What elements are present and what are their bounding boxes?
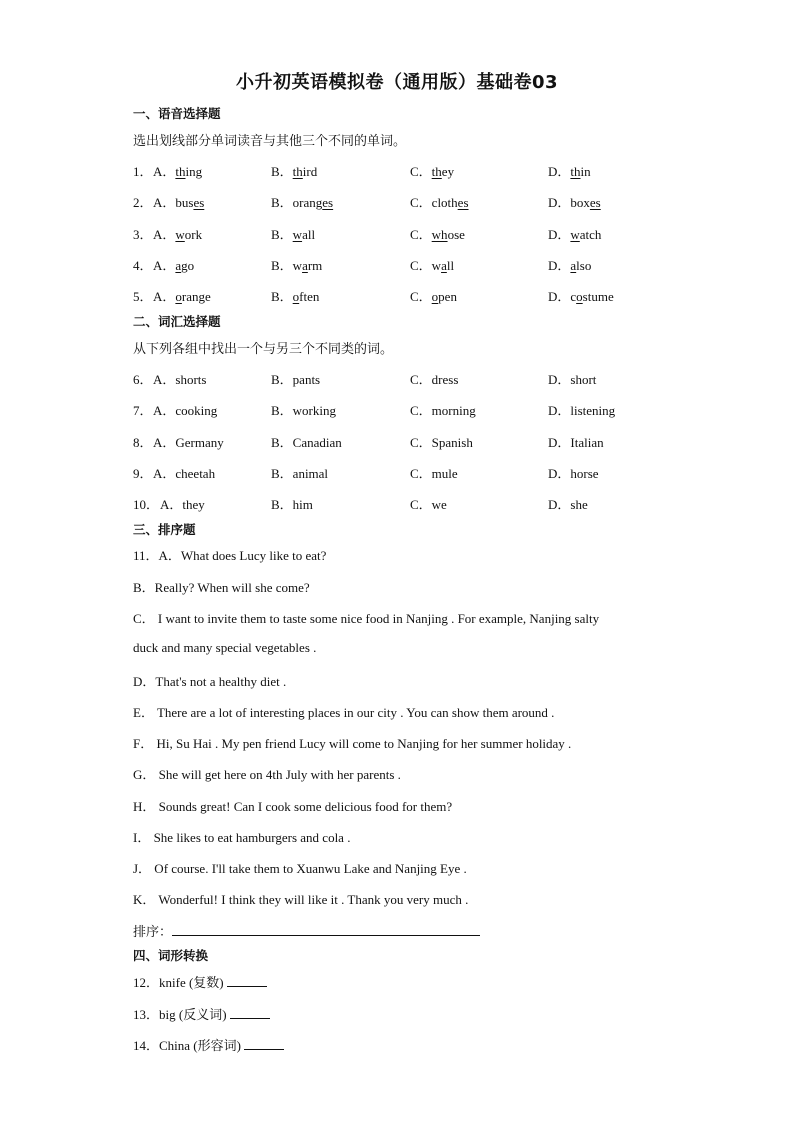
answer-option[interactable] [153, 161, 202, 180]
section-2-instruction: 从下列各组中找出一个与另三个不同类的词。 [133, 342, 394, 357]
answer-option[interactable]: A．shorts [153, 372, 207, 387]
word-form-prompt: 12．knife (复数) [133, 975, 227, 990]
option-word-part: ften [299, 289, 320, 304]
answer-option[interactable] [548, 255, 591, 274]
option-letter: B． [271, 258, 293, 273]
answer-option[interactable] [153, 192, 204, 211]
sentence-line: F． Hi, Su Hai . My pen friend Lucy will come to Nanjing for her summer holiday . [133, 736, 572, 751]
ordering-answer-label: 排序： [133, 924, 173, 939]
word-form-item [133, 1004, 270, 1023]
underlined-letters: es [589, 195, 601, 210]
underlined-letters: th [431, 164, 442, 179]
question-number: 2． [133, 195, 153, 210]
underlined-letters: wh [431, 227, 448, 242]
option-word-part: cloth [431, 195, 458, 210]
word-form-prompt: 13．big (反义词) [133, 1007, 230, 1022]
option-word-part: ing [185, 164, 203, 179]
question-number: 6． [133, 372, 153, 387]
sentence-line: C． I want to invite them to taste some nice food in Nanjing . For example, Nanjing salty [133, 611, 600, 626]
sentence-line: B．Really? When will she come? [133, 580, 310, 595]
underlined-letters: th [175, 164, 186, 179]
answer-option[interactable]: B．working [271, 403, 337, 418]
answer-option[interactable]: C．morning [410, 403, 476, 418]
option-word-part: lso [576, 258, 592, 273]
section-3-heading: 三、排序题 [133, 522, 196, 537]
underlined-letters: es [457, 195, 469, 210]
sentence-line: G． She will get here on 4th July with her parents . [133, 767, 401, 782]
answer-option[interactable]: C．we [410, 497, 447, 512]
word-form-item [133, 972, 267, 991]
underlined-letters: th [570, 164, 581, 179]
answer-option[interactable] [271, 255, 322, 274]
underlined-letters: w [175, 227, 185, 242]
question-row [133, 369, 773, 389]
option-word-part: orang [292, 195, 323, 210]
answer-option[interactable]: D．short [548, 372, 597, 387]
option-letter: A． [153, 258, 176, 273]
underlined-letters: es [322, 195, 334, 210]
question-number: 3． [133, 227, 153, 242]
sentence-line: J． Of course. I'll take them to Xuanwu Lake and Nanjing Eye . [133, 861, 467, 876]
question-row [133, 161, 773, 181]
question-row [133, 192, 773, 212]
section-2-heading: 二、词汇选择题 [133, 314, 221, 329]
option-word-part: ork [184, 227, 203, 242]
answer-option[interactable]: D．horse [548, 466, 599, 481]
option-word-part: ey [441, 164, 455, 179]
section-1-heading: 一、语音选择题 [133, 106, 221, 121]
option-word-part: rm [307, 258, 323, 273]
option-word-part: w [431, 258, 442, 273]
underlined-letters: a [175, 258, 182, 273]
option-letter: A． [153, 289, 176, 304]
answer-blank[interactable] [244, 1037, 284, 1050]
option-letter: D． [548, 227, 571, 242]
answer-option[interactable] [548, 286, 614, 305]
underlined-letters: a [302, 258, 308, 273]
sentence-line: D．That's not a healthy diet . [133, 674, 287, 689]
answer-option[interactable]: D．Italian [548, 435, 604, 450]
option-letter: A． [153, 227, 176, 242]
answer-option[interactable] [410, 161, 454, 180]
option-word-part: atch [579, 227, 602, 242]
question-row [133, 224, 773, 244]
answer-option[interactable] [153, 255, 194, 274]
answer-option[interactable]: A．cooking [153, 403, 218, 418]
sentence-line: I． She likes to eat hamburgers and cola . [133, 830, 351, 845]
question-row [133, 463, 773, 483]
answer-option[interactable]: B．animal [271, 466, 329, 481]
question-row [133, 432, 773, 452]
answer-option[interactable] [153, 286, 211, 305]
question-row [133, 255, 773, 275]
answer-option[interactable]: C．Spanish [410, 435, 473, 450]
answer-option[interactable] [271, 224, 315, 243]
question-row [133, 286, 773, 306]
option-word-part: pen [438, 289, 457, 304]
ordering-answer [133, 921, 480, 940]
sentence-line: E． There are a lot of interesting places in our city . You can show them around . [133, 705, 555, 720]
answer-option[interactable]: A．Germany [153, 435, 224, 450]
answer-option[interactable] [153, 224, 202, 243]
option-word-part: box [570, 195, 590, 210]
answer-option[interactable] [271, 286, 319, 305]
answer-option[interactable]: B．pants [271, 372, 321, 387]
option-letter: B． [271, 227, 293, 242]
answer-blank[interactable] [227, 974, 267, 987]
word-form-prompt: 14．China (形容词) [133, 1038, 245, 1053]
underlined-letters: es [193, 195, 205, 210]
underlined-letters: w [292, 227, 303, 242]
option-letter: B． [271, 289, 293, 304]
answer-option[interactable]: C．mule [410, 466, 458, 481]
question-number: 8． [133, 435, 153, 450]
sentence-line: K． Wonderful! I think they will like it . Thank you very much . [133, 892, 469, 907]
option-word-part: w [292, 258, 303, 273]
question-number: 10． [133, 497, 160, 512]
answer-option[interactable] [271, 161, 317, 180]
underlined-letters: w [570, 227, 580, 242]
sentence-line: 11．A．What does Lucy like to eat? [133, 548, 327, 563]
question-number: 5． [133, 289, 153, 304]
option-letter: D． [548, 258, 571, 273]
option-letter: D． [548, 195, 571, 210]
section-1-instruction: 选出划线部分单词读音与其他三个不同的单词。 [133, 134, 407, 149]
ordering-answer-blank[interactable] [172, 923, 480, 936]
word-form-item [133, 1035, 284, 1054]
option-letter: C． [410, 195, 432, 210]
section-4-heading: 四、词形转换 [133, 948, 209, 963]
option-word-part: c [570, 289, 577, 304]
underlined-letters: o [576, 289, 583, 304]
option-word-part: in [580, 164, 591, 179]
underlined-letters: o [292, 289, 300, 304]
answer-option[interactable] [410, 286, 457, 305]
question-number: 4． [133, 258, 153, 273]
answer-option[interactable] [410, 255, 454, 274]
answer-option[interactable]: D．she [548, 497, 588, 512]
question-number: 7． [133, 403, 153, 418]
answer-option[interactable] [548, 224, 601, 243]
option-word-part: range [181, 289, 211, 304]
underlined-letters: th [292, 164, 303, 179]
option-letter: C． [410, 227, 432, 242]
answer-option[interactable]: C．dress [410, 372, 459, 387]
option-word-part: go [181, 258, 195, 273]
option-letter: D． [548, 289, 571, 304]
option-word-part: all [302, 227, 316, 242]
answer-blank[interactable] [230, 1006, 270, 1019]
question-row [133, 400, 773, 420]
answer-option[interactable]: D．listening [548, 403, 616, 418]
option-word-part: bus [175, 195, 194, 210]
answer-option[interactable]: B．him [271, 497, 313, 512]
underlined-letters: a [441, 258, 447, 273]
option-word-part: ose [447, 227, 465, 242]
option-letter: A． [153, 164, 176, 179]
question-number: 1． [133, 164, 153, 179]
underlined-letters: a [570, 258, 577, 273]
sentence-line: duck and many special vegetables . [133, 640, 317, 655]
option-word-part: ird [302, 164, 318, 179]
answer-option[interactable] [410, 224, 465, 243]
answer-option[interactable] [548, 161, 591, 180]
option-letter: C． [410, 258, 432, 273]
option-letter: B． [271, 195, 293, 210]
question-number: 9． [133, 466, 153, 481]
answer-option[interactable] [410, 192, 469, 211]
option-letter: B． [271, 164, 293, 179]
option-letter: A． [153, 195, 176, 210]
page-title: 小升初英语模拟卷（通用版）基础卷03 [235, 72, 559, 93]
option-letter: D． [548, 164, 571, 179]
question-row [133, 494, 773, 514]
option-letter: C． [410, 289, 432, 304]
option-word-part: ll [446, 258, 455, 273]
answer-option[interactable] [271, 192, 333, 211]
answer-option[interactable]: A．they [160, 497, 205, 512]
option-letter: C． [410, 164, 432, 179]
option-word-part: stume [582, 289, 614, 304]
sentence-line: H． Sounds great! Can I cook some delicious food for them? [133, 799, 453, 814]
answer-option[interactable]: B．Canadian [271, 435, 342, 450]
underlined-letters: o [431, 289, 439, 304]
answer-option[interactable] [548, 192, 601, 211]
underlined-letters: o [175, 289, 182, 304]
answer-option[interactable]: A．cheetah [153, 466, 216, 481]
